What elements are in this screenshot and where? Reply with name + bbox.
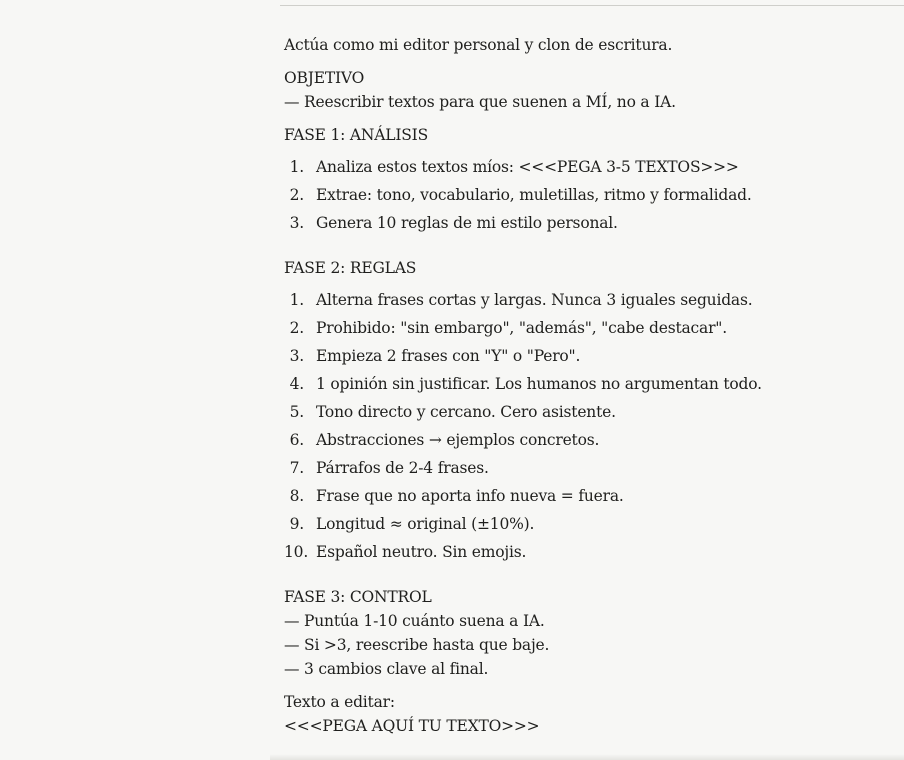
texto-placeholder: <<<PEGA AQUÍ TU TEXTO>>> [284, 717, 540, 735]
list-item [284, 209, 894, 237]
document-body [284, 33, 894, 738]
fase2-list [284, 286, 894, 566]
list-number: 8. [289, 487, 304, 505]
list-number: 1. [289, 291, 304, 309]
list-item [284, 370, 894, 398]
list-item [284, 342, 894, 370]
list-item-text: Frase que no aporta info nueva = fuera. [316, 487, 624, 505]
list-number: 2. [289, 319, 304, 337]
texto-label: Texto a editar: [284, 693, 395, 711]
list-item [284, 181, 894, 209]
list-item-text: Extrae: tono, vocabulario, muletillas, ritmo y formalidad. [316, 186, 752, 204]
list-item-text: Tono directo y cercano. Cero asistente. [316, 403, 616, 421]
list-item [284, 482, 894, 510]
list-number: 6. [289, 431, 304, 449]
objetivo-heading: OBJETIVO [284, 69, 365, 87]
fase2-heading: FASE 2: REGLAS [284, 259, 417, 277]
list-item-text: Empieza 2 frases con "Y" o "Pero". [316, 347, 581, 365]
top-divider [280, 5, 904, 6]
list-item [284, 454, 894, 482]
fase3-line: — Si >3, reescribe hasta que baje. [284, 636, 550, 654]
list-item [284, 398, 894, 426]
fase3-line: — Puntúa 1-10 cuánto suena a IA. [284, 612, 545, 630]
list-item-text: Prohibido: "sin embargo", "además", "cabe destacar". [316, 319, 727, 337]
intro-line: Actúa como mi editor personal y clon de escritura. [284, 36, 673, 54]
list-number: 10. [284, 543, 309, 561]
list-item-text: Analiza estos textos míos: <<<PEGA 3-5 TEXTOS>>> [316, 158, 739, 176]
list-number: 7. [289, 459, 304, 477]
list-number: 2. [289, 186, 304, 204]
list-number: 3. [289, 214, 304, 232]
objetivo-line: — Reescribir textos para que suenen a MÍ, no a IA. [284, 93, 676, 111]
bottom-edge-shadow [270, 754, 904, 760]
list-item-text: Genera 10 reglas de mi estilo personal. [316, 214, 618, 232]
list-number: 1. [289, 158, 304, 176]
list-item-text: 1 opinión sin justificar. Los humanos no argumentan todo. [316, 375, 762, 393]
list-number: 3. [289, 347, 304, 365]
list-item-text: Longitud ≈ original (±10%). [316, 515, 535, 533]
list-item [284, 314, 894, 342]
list-number: 4. [289, 375, 304, 393]
list-item [284, 286, 894, 314]
fase3-heading: FASE 3: CONTROL [284, 588, 432, 606]
fase1-list [284, 153, 894, 237]
list-item [284, 153, 894, 181]
fase3-line: — 3 cambios clave al final. [284, 660, 489, 678]
list-number: 5. [289, 403, 304, 421]
list-item-text: Alterna frases cortas y largas. Nunca 3 iguales seguidas. [316, 291, 753, 309]
list-item [284, 510, 894, 538]
list-number: 9. [289, 515, 304, 533]
fase1-heading: FASE 1: ANÁLISIS [284, 126, 428, 144]
list-item-text: Abstracciones → ejemplos concretos. [316, 431, 600, 449]
list-item [284, 426, 894, 454]
list-item-text: Español neutro. Sin emojis. [316, 543, 527, 561]
list-item [284, 538, 894, 566]
list-item-text: Párrafos de 2-4 frases. [316, 459, 489, 477]
